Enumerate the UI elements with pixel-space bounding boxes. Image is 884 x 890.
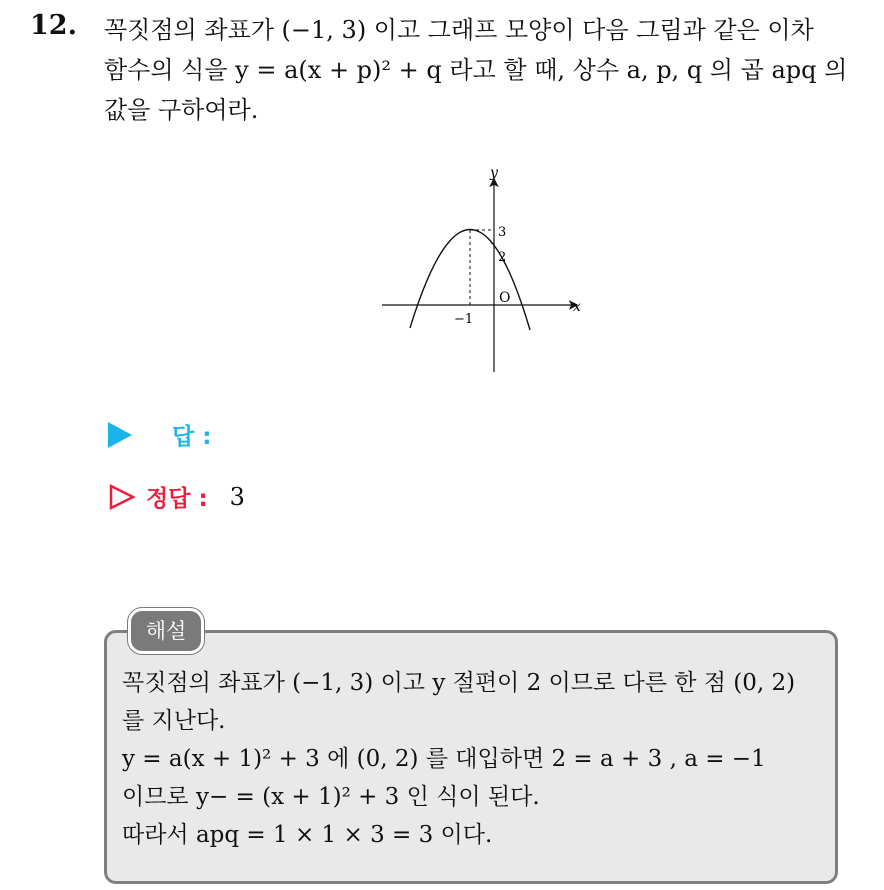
answer-row — [108, 418, 211, 451]
solution-line: 따라서 apq = 1 × 1 × 3 = 3 이다. — [122, 822, 493, 848]
solution-tab: 해설 — [128, 608, 204, 654]
y-tick-2: 2 — [498, 250, 507, 265]
correct-answer-label: 정답 : — [146, 486, 208, 512]
triangle-icon — [108, 422, 132, 448]
solution-text — [122, 664, 832, 854]
solution-line: 이므로 y− = (x + 1)² + 3 인 식이 된다. — [122, 784, 540, 810]
correct-answer-value: 3 — [229, 482, 245, 511]
origin-label: O — [499, 290, 511, 306]
y-tick-3: 3 — [498, 225, 507, 240]
x-tick-neg1: −1 — [454, 312, 474, 327]
question-number: 12. — [30, 10, 77, 41]
question-text — [104, 10, 864, 130]
parabola-graph — [370, 160, 590, 380]
question-line: 함수의 식을 y = a(x + p)² + q 라고 할 때, 상수 a, p, q 의 곱 apq 의 — [104, 56, 848, 84]
y-axis-label: y — [490, 165, 498, 181]
question-line: 값을 구하여라. — [104, 96, 259, 124]
x-axis-label: x — [573, 299, 581, 315]
solution-line: 를 지난다. — [122, 708, 226, 734]
solution-line: y = a(x + 1)² + 3 에 (0, 2) 를 대입하면 2 = a + 3 , a = −1 — [122, 746, 766, 772]
answer-label: 답 : — [172, 424, 212, 450]
question-line: 꼭짓점의 좌표가 (−1, 3) 이고 그래프 모양이 다음 그림과 같은 이차 — [104, 16, 814, 44]
outline-triangle-icon — [108, 483, 136, 511]
correct-answer-row — [108, 480, 245, 513]
solution-line: 꼭짓점의 좌표가 (−1, 3) 이고 y 절편이 2 이므로 다른 한 점 (0, 2) — [122, 670, 796, 696]
